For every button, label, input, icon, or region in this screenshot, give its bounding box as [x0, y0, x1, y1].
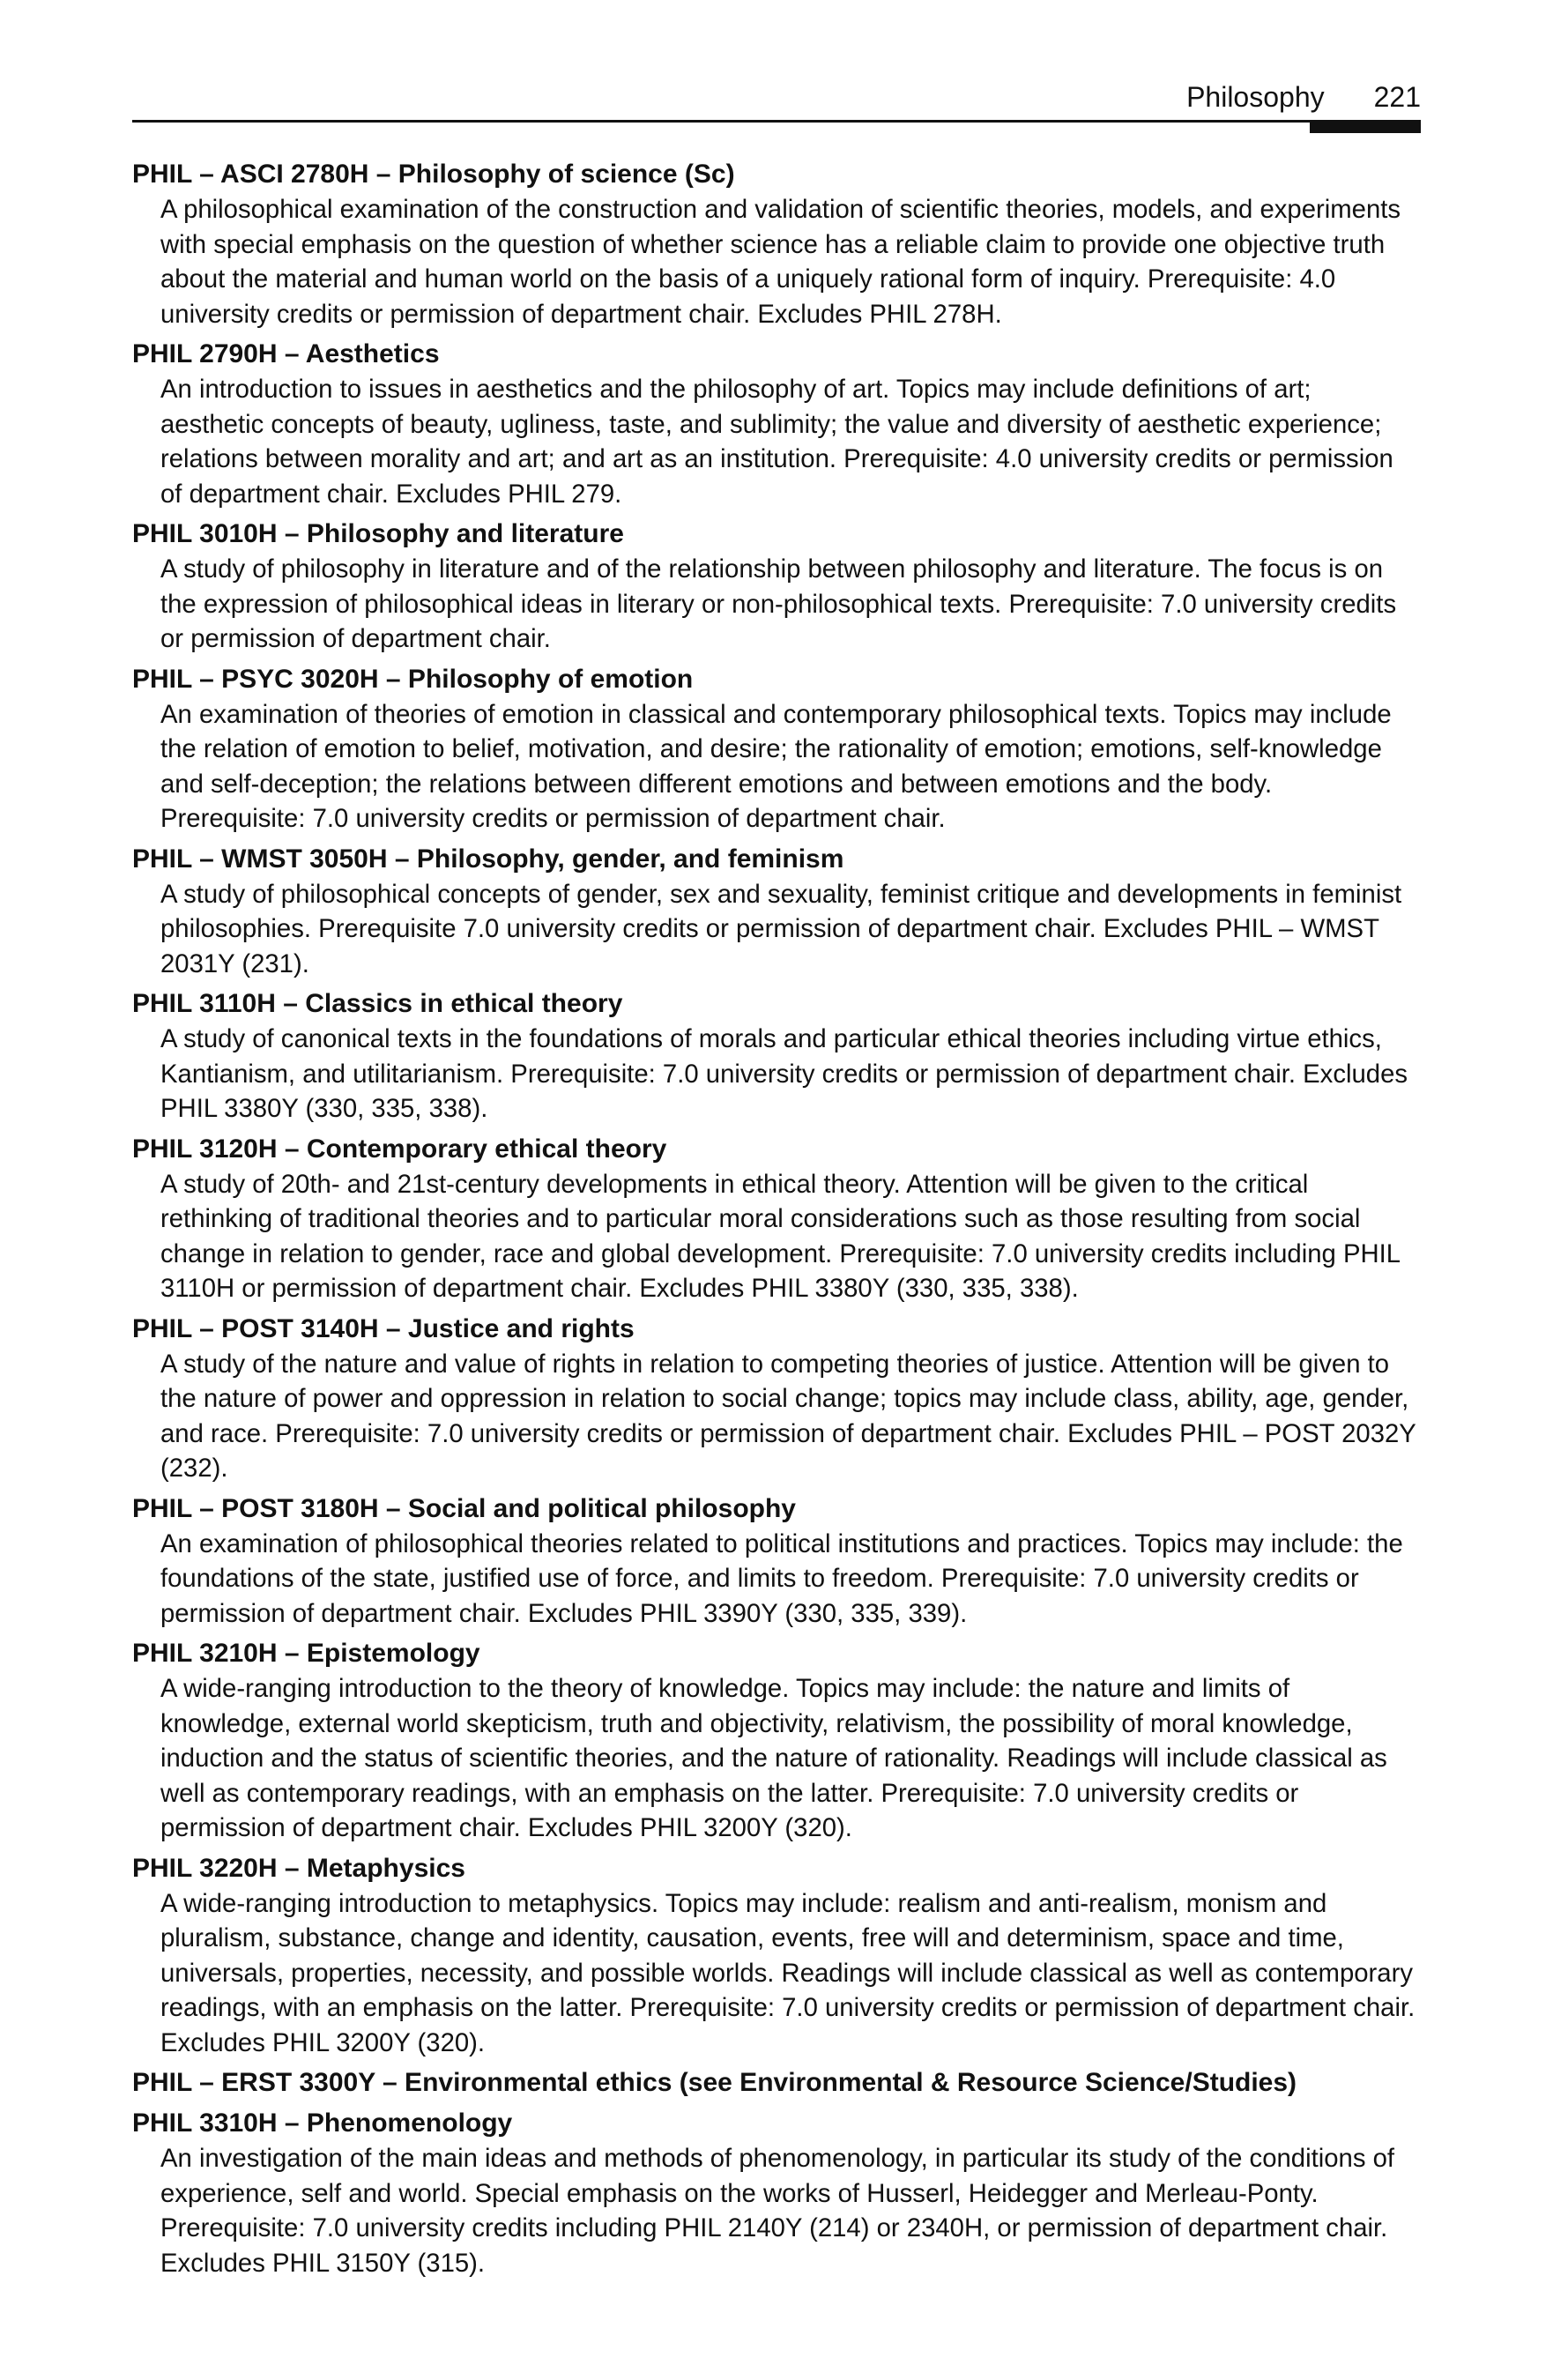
section-title: Philosophy	[1186, 81, 1325, 113]
course-title: PHIL 2790H – Aesthetics	[132, 339, 440, 368]
course-entry	[132, 1491, 1421, 1632]
course-description: A wide-ranging introduction to metaphysics. Topics may include: realism and anti-realism, monism and pluralism, substance, change and identity, causation, events, free will and determinism, space and time, universals, properties, necessity, and possible worlds. Readings will include classical as well as contemporary readings, with an emphasis on the latter. Prerequisite: 7.0 university credits or permission of department chair. Excludes PHIL 3200Y (320).	[160, 1888, 1416, 2057]
header-tab-bar	[1310, 122, 1421, 133]
course-description: A study of philosophy in literature and of the relationship between philosophy and literature. The focus is on the expression of philosophical ideas in literary or non-philosophical texts. Prerequisite: 7.0 university credits or permission of department chair.	[160, 554, 1397, 653]
course-description: A wide-ranging introduction to the theory of knowledge. Topics may include: the nature and limits of knowledge, external world skepticism, truth and objectivity, relativism, the possibility of moral knowledge, induction and the status of scientific theories, and the nature of rationality. Readings will include classical as well as contemporary readings, with an emphasis on the latter. Prerequisite: 7.0 university credits or permission of department chair. Excludes PHIL 3200Y (320).	[160, 1674, 1387, 1842]
course-title: PHIL – POST 3140H – Justice and rights	[132, 1313, 635, 1343]
running-head	[1186, 81, 1421, 114]
course-entry	[132, 1132, 1421, 1306]
course-entry	[132, 986, 1421, 1127]
course-title: PHIL – PSYC 3020H – Philosophy of emotion	[132, 664, 694, 694]
course-description: An examination of philosophical theories related to political institutions and practices. Topics may include: the foundations of the state, justified use of force, and limits to freedom. Prerequisite: 7.0 university credits or permission of department chair. Excludes PHIL 3390Y (330, 335, 339).	[160, 1528, 1403, 1628]
header-rule	[132, 120, 1421, 123]
course-description: A study of the nature and value of rights in relation to competing theories of justice. Attention will be given to the nature of power and oppression in relation to social change; topics may include class, ability, age, gender, and race. Prerequisite: 7.0 university credits or permission of department chair. Excludes PHIL – POST 2032Y (232).	[160, 1349, 1416, 1483]
course-description: An examination of theories of emotion in classical and contemporary philosophical texts. Topics may include the relation of emotion to belief, motivation, and desire; the rationality of emotion; emotions, self-knowledge and self-deception; the relations between different emotions and between emotions and the body. Prerequisite: 7.0 university credits or permission of department chair.	[160, 699, 1392, 833]
course-entry	[132, 1851, 1421, 2061]
course-entry	[132, 157, 1421, 331]
course-description: A study of canonical texts in the foundations of morals and particular ethical theories including virtue ethics, Kantianism, and utilitarianism. Prerequisite: 7.0 university credits or permission of department chair. Excludes PHIL 3380Y (330, 335, 338).	[160, 1024, 1408, 1123]
course-title: PHIL – POST 3180H – Social and political philosophy	[132, 1493, 796, 1523]
page-number: 221	[1373, 81, 1421, 113]
course-entry	[132, 842, 1421, 982]
course-title: PHIL – WMST 3050H – Philosophy, gender, and feminism	[132, 844, 844, 874]
course-description: A study of 20th- and 21st-century developments in ethical theory. Attention will be given to the critical rethinking of traditional theories and to particular moral considerations such as those resulting from social change in relation to gender, race and global development. Prerequisite: 7.0 university credits including PHIL 3110H or permission of department chair. Excludes PHIL 3380Y (330, 335, 338).	[160, 1169, 1401, 1303]
course-title: PHIL 3310H – Phenomenology	[132, 2109, 513, 2138]
course-title: PHIL – ASCI 2780H – Philosophy of science (Sc)	[132, 160, 735, 189]
course-list	[132, 157, 1421, 2286]
course-description: A philosophical examination of the construction and validation of scientific theories, models, and experiments with special emphasis on the question of whether science has a reliable claim to provide one objective truth about the material and human world on the basis of a uniquely rational form of inquiry. Prerequisite: 4.0 university credits or permission of department chair. Excludes PHIL 278H.	[160, 195, 1401, 329]
course-title: PHIL – ERST 3300Y – Environmental ethics (see Environmental & Resource Science/Studies)	[132, 2068, 1297, 2097]
course-description: An introduction to issues in aesthetics and the philosophy of art. Topics may include definitions of art; aesthetic concepts of beauty, ugliness, taste, and sublimity; the value and diversity of aesthetic experience; relations between morality and art; and art as an institution. Prerequisite: 4.0 university credits or permission of department chair. Excludes PHIL 279.	[160, 375, 1393, 509]
course-title: PHIL 3110H – Classics in ethical theory	[132, 989, 623, 1018]
course-title: PHIL 3120H – Contemporary ethical theory	[132, 1134, 667, 1164]
course-description: A study of philosophical concepts of gender, sex and sexuality, feminist critique and developments in feminist philosophies. Prerequisite 7.0 university credits or permission of department chair. Excludes PHIL – WMST 2031Y (231).	[160, 879, 1402, 978]
course-entry	[132, 662, 1421, 837]
course-entry	[132, 1636, 1421, 1846]
course-entry	[132, 1312, 1421, 1486]
course-entry	[132, 517, 1421, 657]
course-title: PHIL 3220H – Metaphysics	[132, 1853, 465, 1883]
course-entry	[132, 2065, 1421, 2101]
course-entry	[132, 337, 1421, 511]
course-description: An investigation of the main ideas and methods of phenomenology, in particular its study of the conditions of experience, self and world. Special emphasis on the works of Husserl, Heidegger and Merleau-Ponty. Prerequisite: 7.0 university credits including PHIL 2140Y (214) or 2340H, or permission of department chair. Excludes PHIL 3150Y (315).	[160, 2144, 1395, 2278]
course-title: PHIL 3010H – Philosophy and literature	[132, 519, 624, 548]
course-title: PHIL 3210H – Epistemology	[132, 1639, 480, 1668]
course-entry	[132, 2106, 1421, 2280]
